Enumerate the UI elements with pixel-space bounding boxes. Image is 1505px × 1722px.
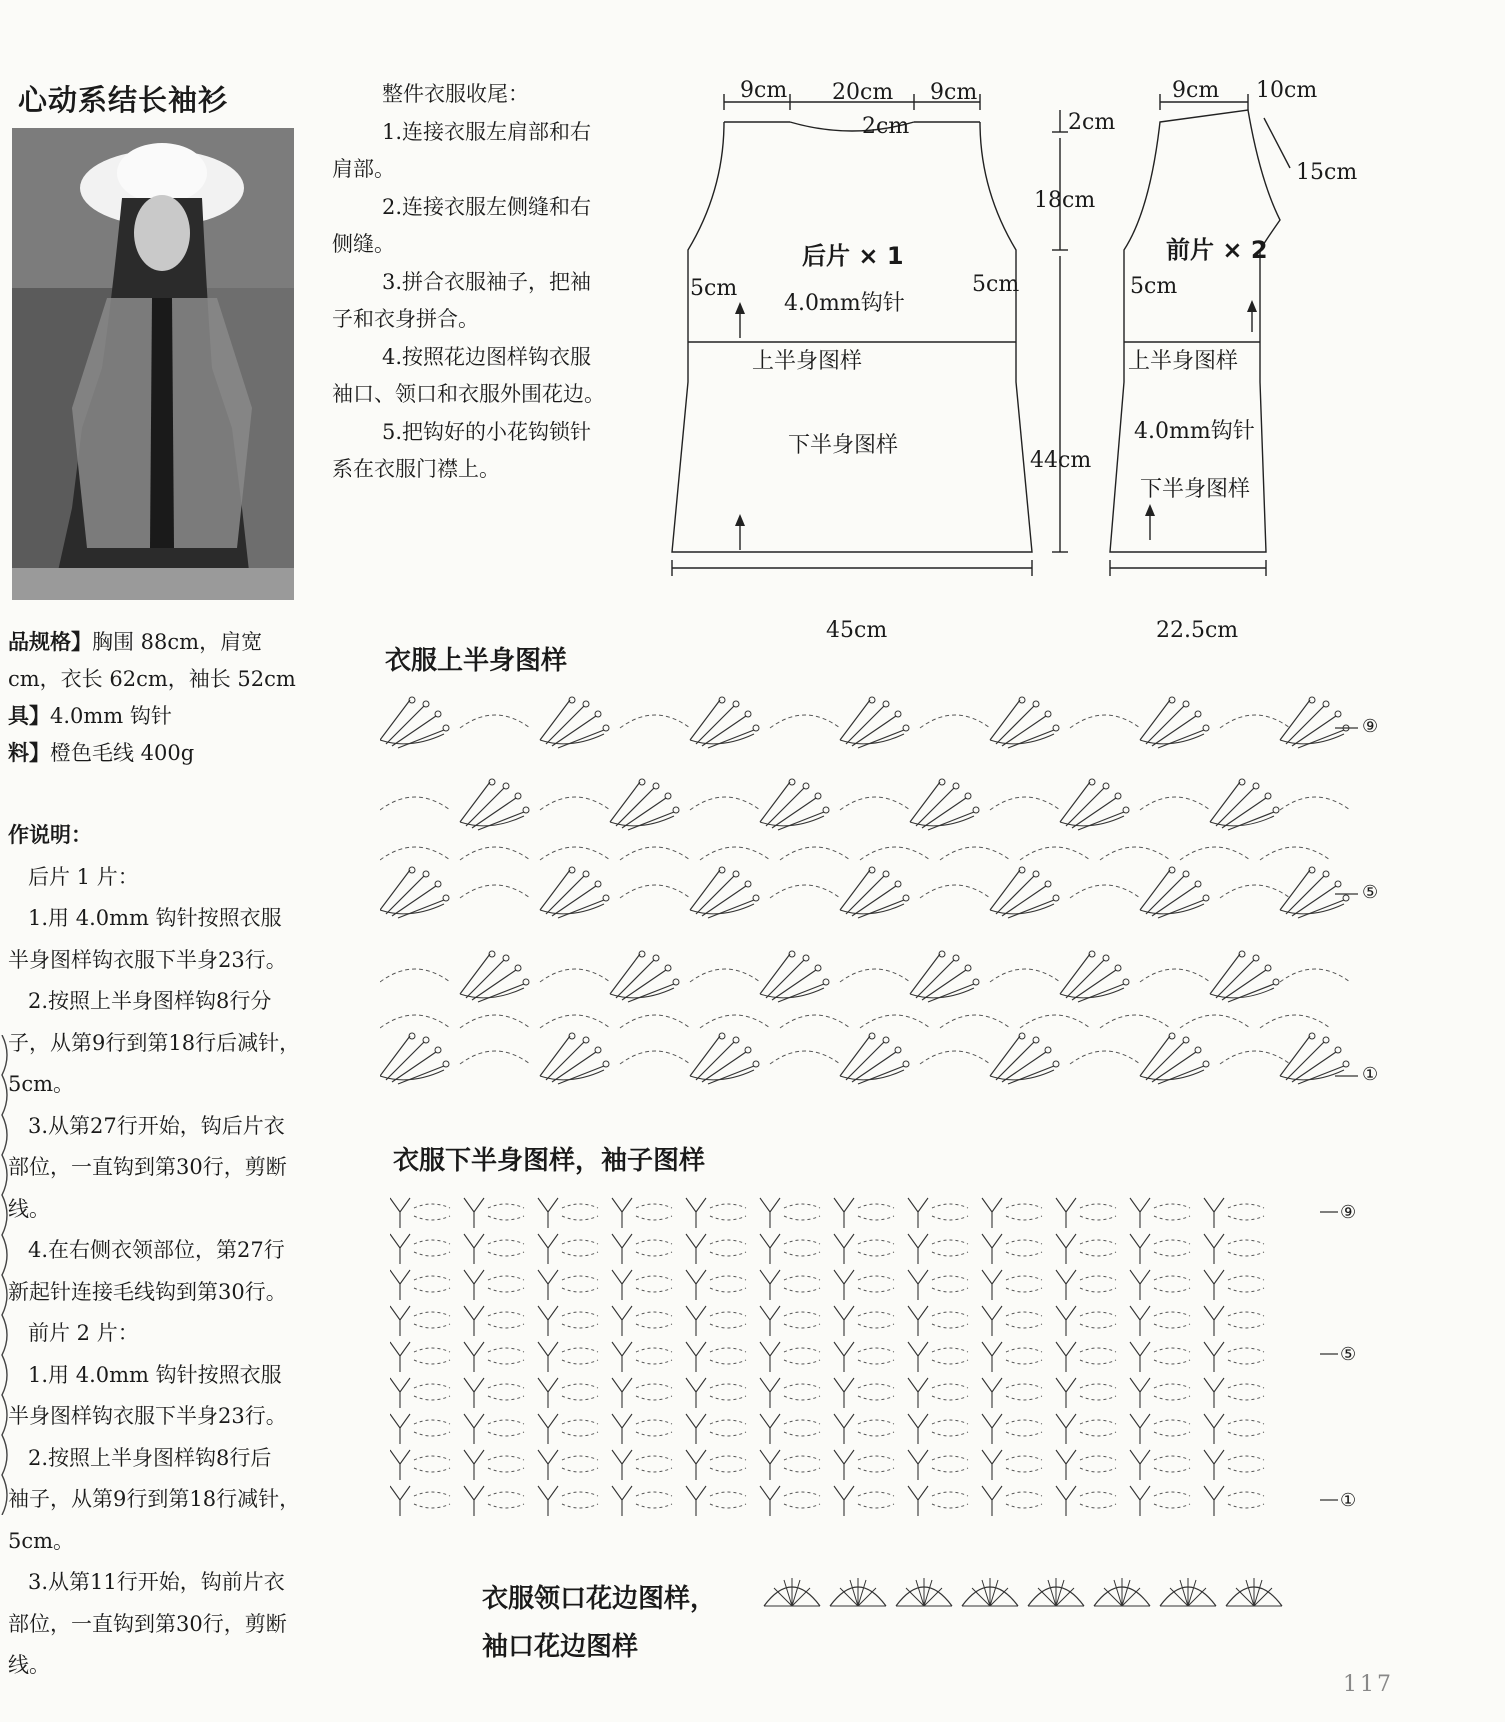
instruction-line: 4.在右侧衣领部位，第27行 xyxy=(28,1238,285,1262)
spec-tool: 具】4.0mm 钩针 xyxy=(8,704,172,728)
article-title: 心动系结长袖衫 xyxy=(18,83,229,117)
dim-front-shoulder: 9cm xyxy=(1172,78,1220,103)
finishing-line: 5.把钩好的小花钩锁针 xyxy=(382,419,592,444)
instruction-line: 线。 xyxy=(8,1196,50,1221)
dim-front-neck: 10cm xyxy=(1256,78,1318,103)
upper-pattern-title: 衣服上半身图样 xyxy=(385,646,568,676)
instruction-line: 3.从第27行开始，钩后片衣 xyxy=(28,1113,285,1138)
edge-pattern-title: 衣服领口花边图样， xyxy=(482,1584,717,1614)
lower-row-marker-1: ① xyxy=(1340,1490,1357,1511)
dim-back-shoulder-right: 9cm xyxy=(930,80,978,105)
instruction-line: 1.用 4.0mm 钩针按照衣服 xyxy=(28,906,282,930)
upper-row-marker-5: ⑤ xyxy=(1362,882,1379,903)
dim-back-shoulder-left: 9cm xyxy=(740,78,788,103)
dim-front-neck-slope: 15cm xyxy=(1296,160,1358,185)
instruction-line: 部位，一直钩到第30行，剪断 xyxy=(8,1611,287,1636)
model-photo xyxy=(12,128,294,600)
instructions xyxy=(8,815,328,1687)
back-piece-hook: 4.0mm钩针 xyxy=(784,291,905,316)
finishing-instructions xyxy=(332,76,652,489)
dim-back-neck: 20cm xyxy=(832,80,894,105)
back-upper-label: 上半身图样 xyxy=(752,349,863,374)
finishing-heading: 整件衣服收尾： xyxy=(382,82,529,106)
instruction-line: 部位，一直钩到第30行，剪断 xyxy=(8,1155,287,1179)
lower-row-marker-5: ⑤ xyxy=(1340,1344,1357,1365)
finishing-line: 2.连接衣服左侧缝和右 xyxy=(382,194,592,219)
instruction-line: 半身图样钩衣服下半身23行。 xyxy=(8,947,287,972)
finishing-line: 系在衣服门襟上。 xyxy=(332,457,500,481)
instruction-line: 子，从第9行到第18行后减针， xyxy=(8,1030,301,1055)
dim-armhole: 18cm xyxy=(1034,188,1096,213)
edge-stitch-chart xyxy=(760,1570,1300,1614)
finishing-line: 肩部。 xyxy=(332,157,395,181)
spec-list xyxy=(8,624,328,772)
instruction-line: 新起针连接毛线钩到第30行。 xyxy=(8,1279,287,1304)
spec-size: 品规格】胸围 88cm，肩宽 xyxy=(8,630,263,654)
upper-row-marker-9: ⑨ xyxy=(1362,716,1379,737)
instruction-line: 线。 xyxy=(8,1653,50,1677)
lower-row-marker-9: ⑨ xyxy=(1340,1202,1357,1223)
front-piece-hook: 4.0mm钩针 xyxy=(1134,419,1255,444)
finishing-line: 侧缝。 xyxy=(332,232,395,256)
spec-size-cont: cm，衣长 62cm，袖长 52cm xyxy=(8,667,296,691)
front-lower-label: 下半身图样 xyxy=(1140,477,1251,502)
upper-row-marker-1: ① xyxy=(1362,1064,1379,1085)
front-piece-name: 前片 × 2 xyxy=(1166,236,1268,264)
instructions-heading: 作说明： xyxy=(8,823,92,847)
instruction-line: 3.从第11行开始，钩前片衣 xyxy=(28,1570,285,1594)
lower-stitch-chart xyxy=(390,1188,1350,1528)
instruction-line: 半身图样钩衣服下半身23行。 xyxy=(8,1404,287,1428)
dim-back-side-right: 5cm xyxy=(972,272,1020,297)
instruction-line: 前片 2 片： xyxy=(28,1321,139,1345)
back-lower-label: 下半身图样 xyxy=(788,433,899,458)
dim-front-width: 22.5cm xyxy=(1156,618,1239,643)
finishing-line: 袖口、领口和衣服外围花边。 xyxy=(332,382,605,406)
dim-body-length: 44cm xyxy=(1030,448,1092,473)
lower-pattern-title: 衣服下半身图样，袖子图样 xyxy=(393,1146,706,1176)
dim-back-side-left: 5cm xyxy=(690,276,738,301)
instruction-line: 2.按照上半身图样钩8行后 xyxy=(28,1445,272,1470)
finishing-line: 1.连接衣服左肩部和右 xyxy=(382,119,592,144)
upper-stitch-chart xyxy=(380,690,1380,1100)
dim-back-width: 45cm xyxy=(826,618,888,643)
back-piece-name: 后片 × 1 xyxy=(802,242,904,270)
instruction-line: 袖子，从第9行到第18行减针， xyxy=(8,1487,301,1511)
instruction-line: 1.用 4.0mm 钩针按照衣服 xyxy=(28,1362,282,1387)
dim-top-drop: 2cm xyxy=(1068,110,1116,135)
edge-pattern-title-2: 袖口花边图样 xyxy=(482,1632,639,1662)
finishing-line: 4.按照花边图样钩衣服 xyxy=(382,344,592,369)
dim-front-side: 5cm xyxy=(1130,274,1178,299)
instruction-line: 2.按照上半身图样钩8行分 xyxy=(28,989,272,1013)
dim-back-neck-depth: 2cm xyxy=(862,114,910,139)
front-upper-label: 上半身图样 xyxy=(1128,349,1239,374)
page-number: 117 xyxy=(1343,1672,1394,1697)
instruction-line: 5cm。 xyxy=(8,1528,75,1553)
instruction-line: 5cm。 xyxy=(8,1072,75,1096)
finishing-line: 子和衣身拼合。 xyxy=(332,307,479,331)
instruction-line: 后片 1 片： xyxy=(28,864,139,889)
page-edge-motif xyxy=(0,1035,14,1515)
spec-material: 料】橙色毛线 400g xyxy=(8,741,195,765)
finishing-line: 3.拼合衣服袖子，把袖 xyxy=(382,269,592,294)
